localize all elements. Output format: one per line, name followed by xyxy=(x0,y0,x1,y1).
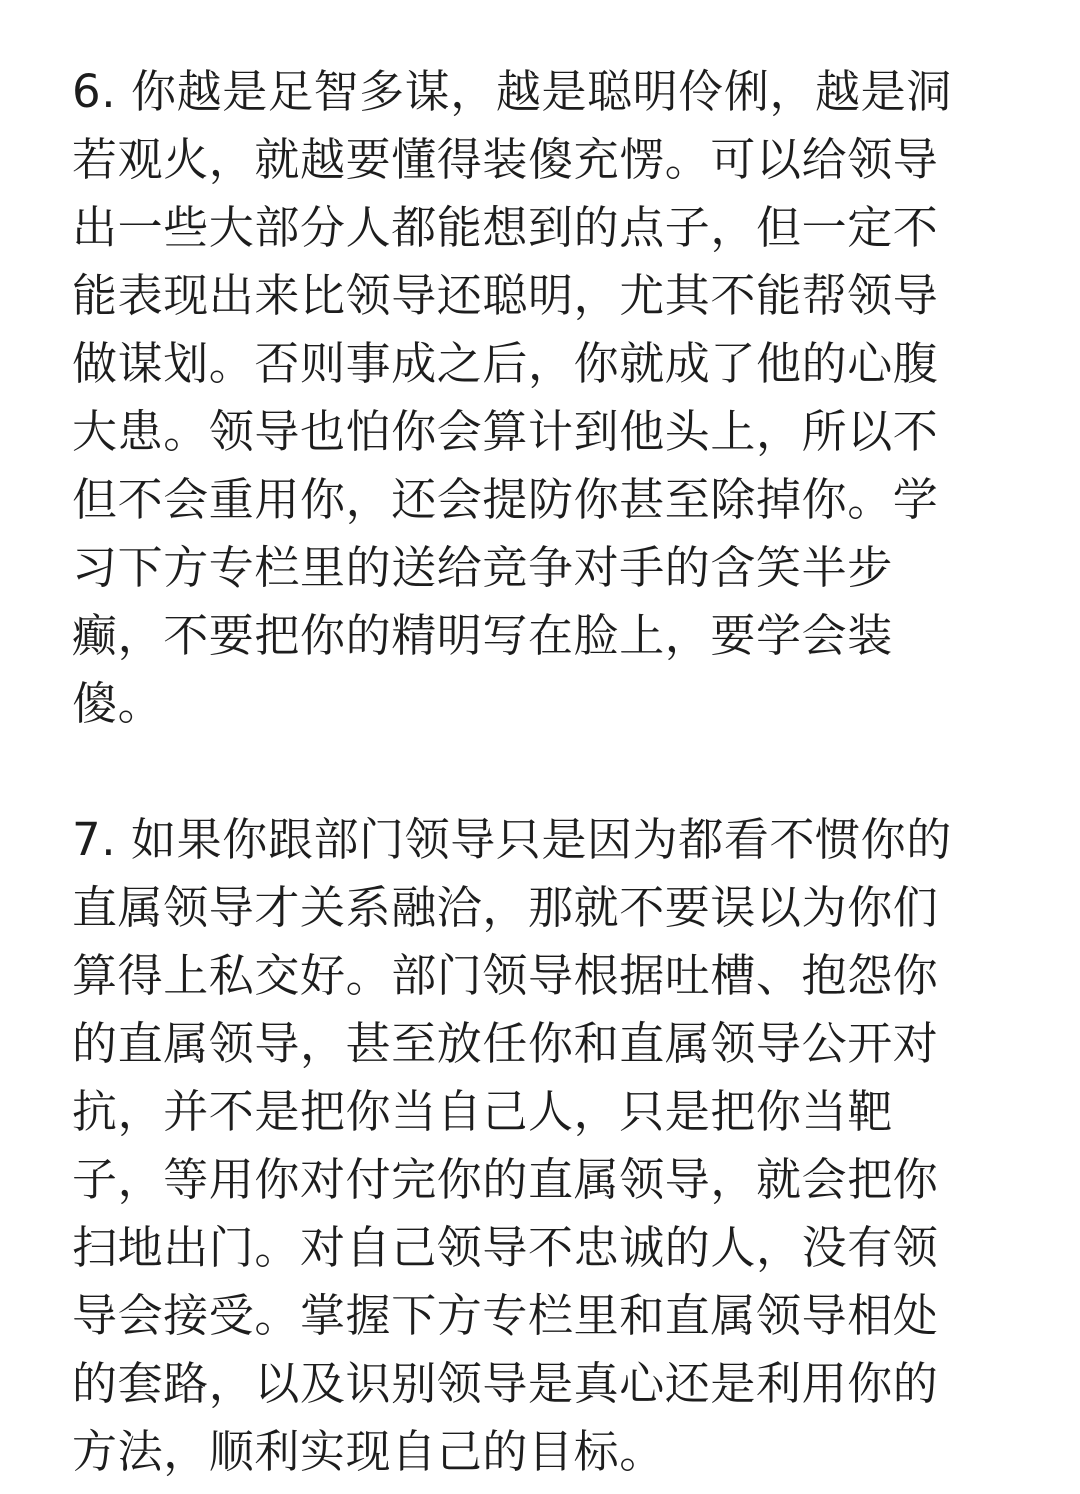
text-line: 6. 你越是足智多谋，越是聪明伶俐，越是洞 xyxy=(72,65,952,118)
text-line: 扫地出门。对自己领导不忠诚的人，没有领 xyxy=(72,1221,939,1274)
text-line: 做谋划。否则事成之后，你就成了他的心腹 xyxy=(72,337,939,390)
text-line: 的直属领导，甚至放任你和直属领导公开对 xyxy=(72,1017,939,1070)
text-line: 但不会重用你，还会提防你甚至除掉你。学 xyxy=(72,473,939,526)
paragraph-6 xyxy=(72,58,1010,738)
text-line: 傻。 xyxy=(72,677,164,730)
text-line: 若观火，就越要懂得装傻充愣。可以给领导 xyxy=(72,133,939,186)
text-line: 算得上私交好。部门领导根据吐槽、抱怨你 xyxy=(72,949,939,1002)
text-line: 习下方专栏里的送给竞争对手的含笑半步 xyxy=(72,541,893,594)
text-line: 直属领导才关系融洽，那就不要误以为你们 xyxy=(72,881,939,934)
text-line: 子，等用你对付完你的直属领导，就会把你 xyxy=(72,1153,939,1206)
paragraph-gap xyxy=(72,738,1010,806)
paragraph-7 xyxy=(72,806,1010,1486)
text-line: 7. 如果你跟部门领导只是因为都看不惯你的 xyxy=(72,813,952,866)
text-line: 抗，并不是把你当自己人，只是把你当靶 xyxy=(72,1085,893,1138)
text-line: 方法，顺利实现自己的目标。 xyxy=(72,1425,665,1478)
text-line: 导会接受。掌握下方专栏里和直属领导相处 xyxy=(72,1289,939,1342)
text-line: 大患。领导也怕你会算计到他头上，所以不 xyxy=(72,405,939,458)
text-line: 出一些大部分人都能想到的点子，但一定不 xyxy=(72,201,939,254)
text-line: 的套路，以及识别领导是真心还是利用你的 xyxy=(72,1357,939,1410)
text-line: 癫，不要把你的精明写在脸上，要学会装 xyxy=(72,609,893,662)
text-line: 能表现出来比领导还聪明，尤其不能帮领导 xyxy=(72,269,939,322)
